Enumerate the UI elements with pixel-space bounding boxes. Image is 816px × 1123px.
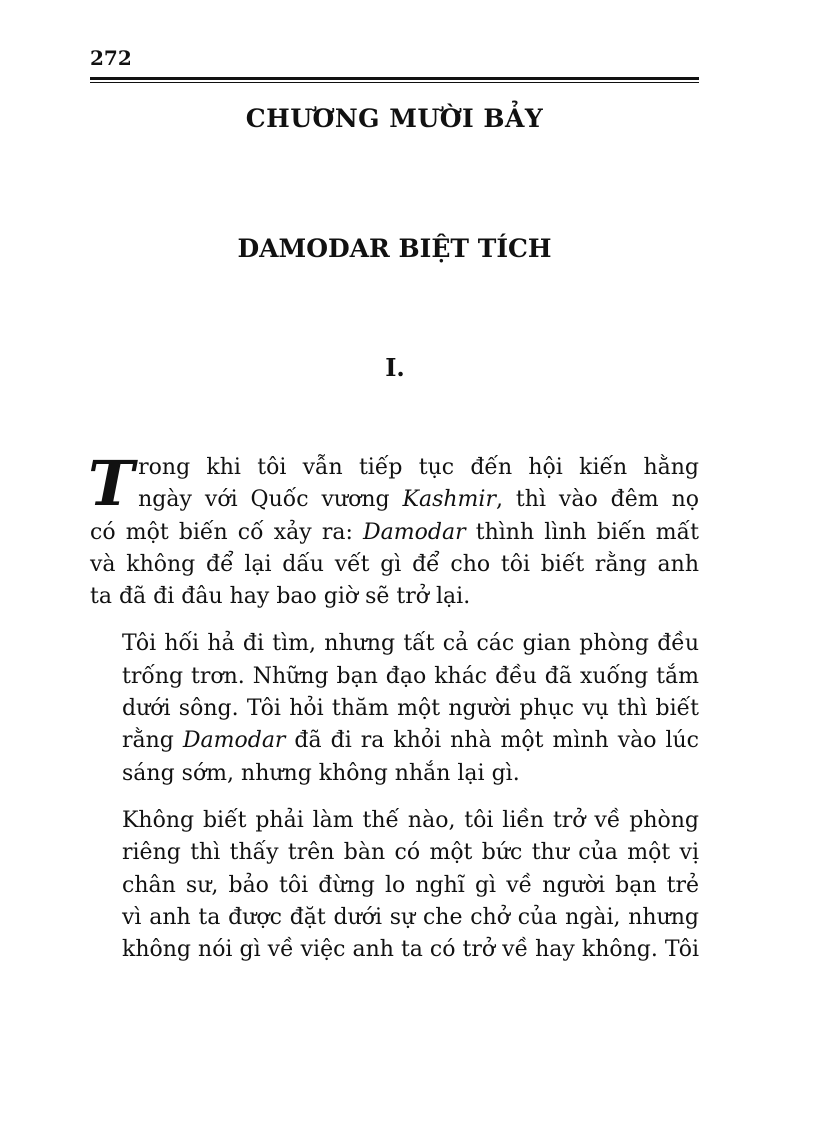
text-line: trống trơn. Những bạn đạo khác đều đã xuống tắm: [122, 663, 699, 689]
paragraph: [90, 805, 699, 966]
text-line: và không để lại dấu vết gì để cho tôi biết rằng anh: [90, 551, 699, 577]
drop-cap: T: [88, 447, 135, 520]
italic-term: Kashmir: [402, 487, 496, 513]
text-line: có một biến cố xảy ra: Damodar thình lình biến mất: [90, 519, 699, 545]
italic-term: Damodar: [363, 519, 466, 545]
text-line: không nói gì về việc anh ta có trở về hay không. Tôi: [122, 937, 699, 963]
text-line: ta đã đi đâu hay bao giờ sẽ trở lại.: [90, 584, 471, 610]
page-number: 272: [90, 46, 132, 70]
header-rule-thick: [90, 77, 699, 80]
text-line: Tôi hối hả đi tìm, nhưng tất cả các gian phòng đều: [122, 631, 699, 657]
text-line: rằng Damodar đã đi ra khỏi nhà một mình vào lúc: [122, 728, 699, 754]
text-line: sáng sớm, nhưng không nhắn lại gì.: [122, 760, 520, 786]
text-line: rong khi tôi vẫn tiếp tục đến hội kiến hằng: [138, 455, 699, 480]
text-line: vì anh ta được đặt dưới sự che chở của ngài, nhưng: [122, 904, 699, 930]
text-line: riêng thì thấy trên bàn có một bức thư của một vị: [122, 840, 699, 866]
section-number: I.: [385, 353, 405, 382]
paragraph: [88, 447, 699, 613]
header-rule-thin: [90, 82, 699, 83]
italic-term: Damodar: [182, 728, 286, 754]
body-text: [88, 447, 699, 981]
paragraph: [90, 628, 699, 789]
section-title: DAMODAR BIỆT TÍCH: [237, 234, 552, 263]
text-line: Không biết phải làm thế nào, tôi liền trở về phòng: [122, 807, 699, 833]
chapter-title: CHƯƠNG MƯỜI BẢY: [245, 104, 544, 133]
text-line: dưới sông. Tôi hỏi thăm một người phục vụ thì biết: [122, 696, 699, 722]
text-line: ngày với Quốc vương Kashmir, thì vào đêm nọ: [138, 487, 699, 513]
text-line: chân sư, bảo tôi đừng lo nghĩ gì về người bạn trẻ: [122, 872, 699, 898]
